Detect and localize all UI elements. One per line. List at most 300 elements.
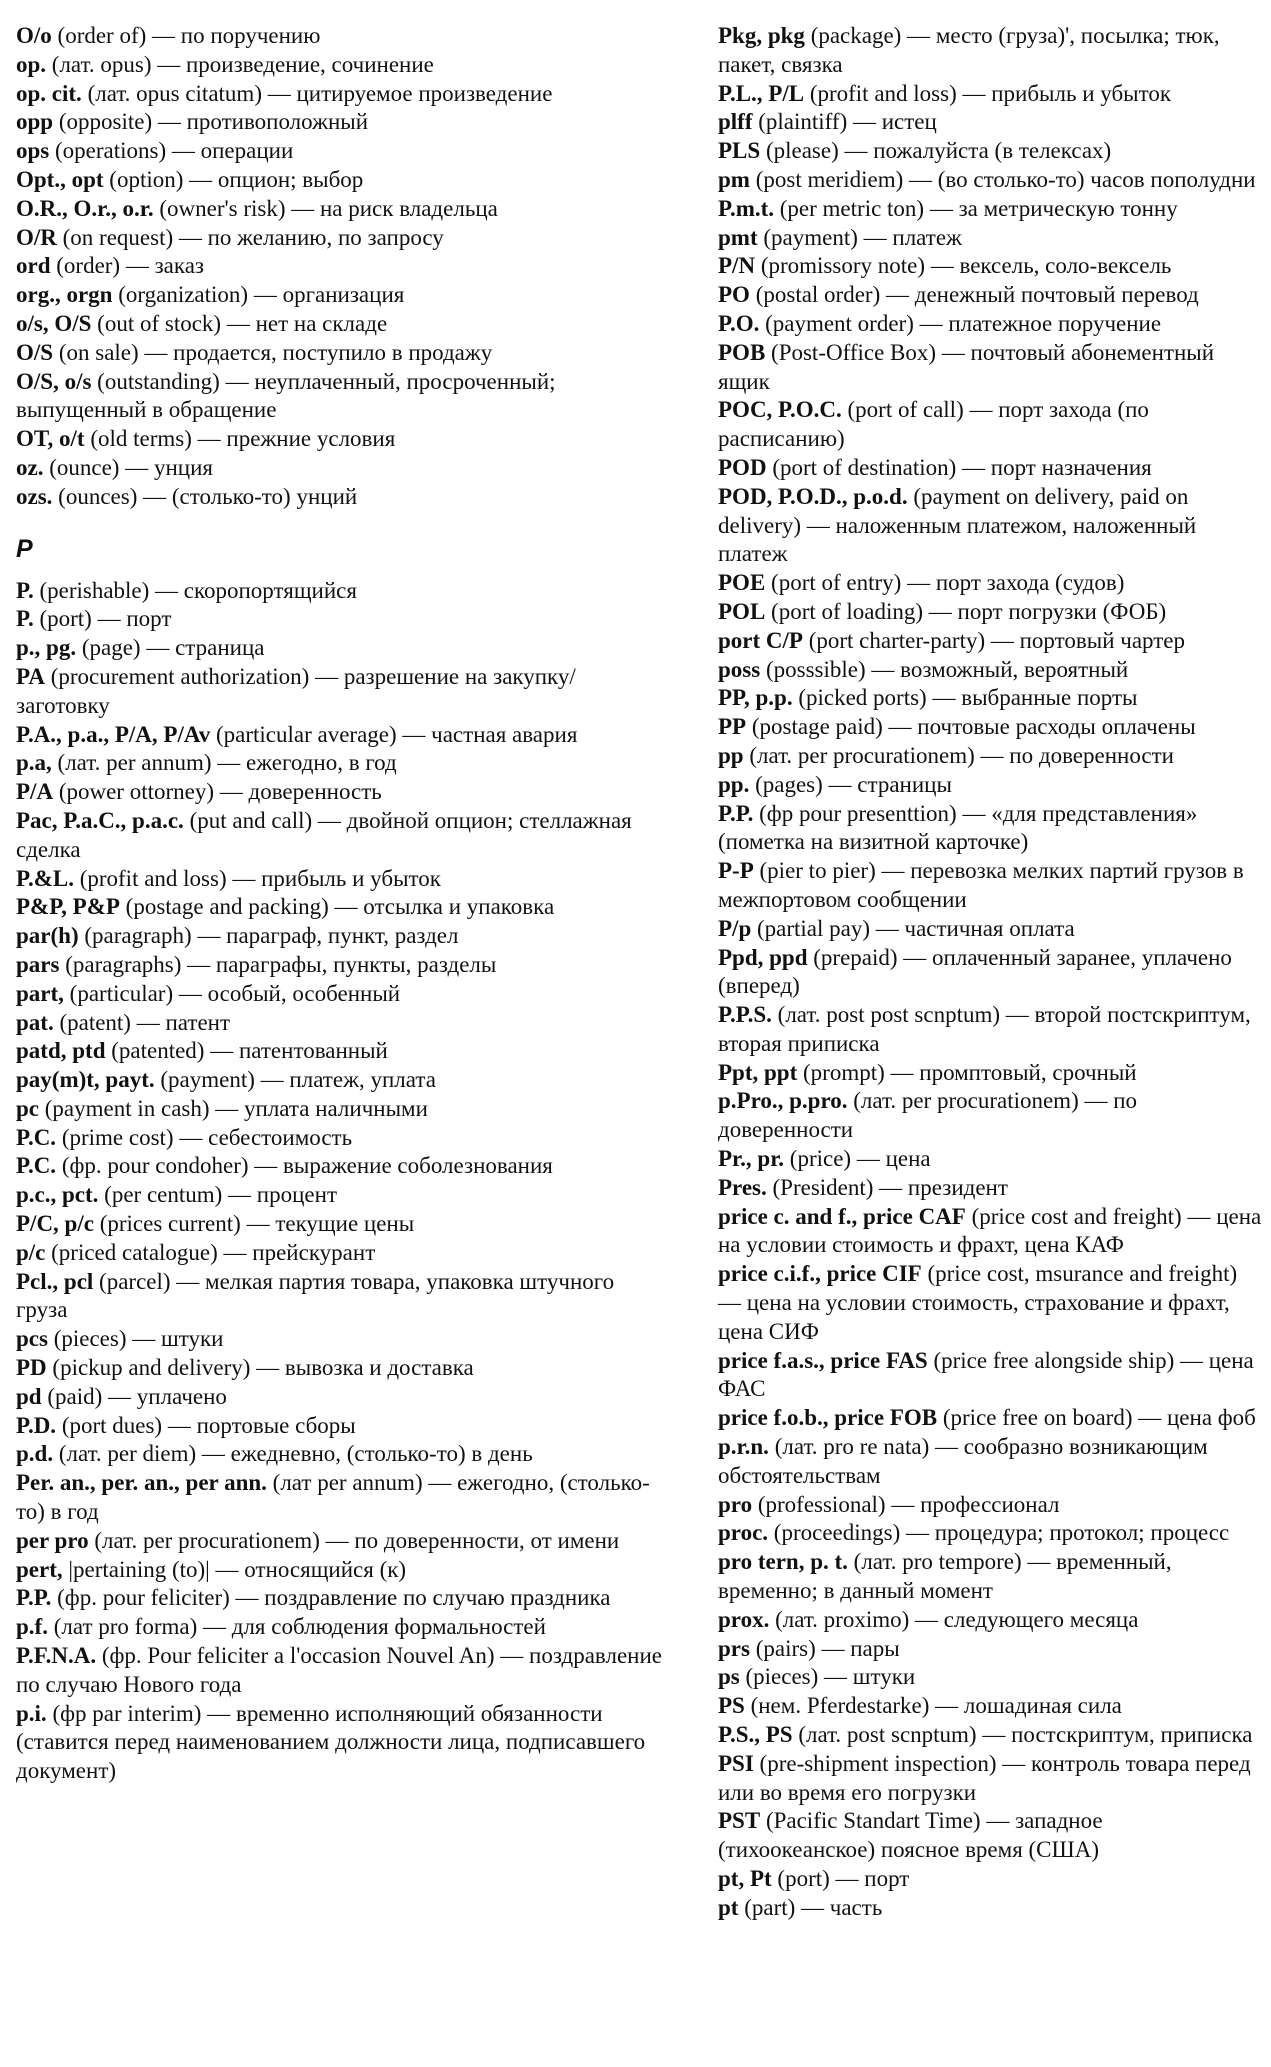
dictionary-entry — [16, 951, 664, 980]
entry-term: oz. — [16, 454, 44, 480]
dictionary-entry — [718, 22, 1263, 80]
entry-term: p.i. — [16, 1700, 47, 1726]
entry-definition: (фр par interim) — временно исполняющий обязанности (ставится перед наименованием должности лица, подписавшего документ) — [16, 1700, 646, 1784]
entry-definition: (port of destination) — порт назначения — [766, 454, 1152, 480]
entry-definition: (opposite) — противоположный — [53, 109, 369, 135]
entry-term: pt, Pt — [718, 1866, 772, 1891]
entry-term: prox. — [718, 1606, 770, 1632]
entry-term: p., pg. — [16, 635, 77, 661]
entry-definition: (profit and loss) — прибыль и убыток — [804, 80, 1172, 106]
entry-definition: (нем. Pferdestarke) — лошадиная сила — [744, 1693, 1122, 1719]
entry-definition: (order of) — по поручению — [51, 23, 321, 48]
dictionary-entry — [16, 865, 664, 894]
dictionary-entry — [16, 634, 664, 663]
entry-definition: (patented) — патентованный — [105, 1038, 388, 1064]
entry-definition: (payment) — платеж — [757, 224, 962, 250]
dictionary-entry — [16, 1383, 664, 1412]
entry-term: pcs — [16, 1326, 48, 1352]
dictionary-entry — [718, 1635, 1263, 1664]
entry-definition: (per centum) — процент — [98, 1182, 337, 1208]
dictionary-entry — [718, 1001, 1263, 1059]
entry-definition: (pier to pier) — перевозка мелких партий грузов в межпортовом сообщении — [718, 858, 1244, 912]
entry-definition: (лат. pro re nata) — сообразно возникающим обстоятельствам — [718, 1434, 1208, 1488]
dictionary-entry — [16, 1037, 664, 1066]
entry-term: price c.i.f., price CIF — [718, 1261, 922, 1287]
entry-term: P.F.N.A. — [16, 1643, 97, 1669]
dictionary-entry — [718, 915, 1263, 944]
dictionary-entry — [16, 224, 664, 253]
entry-definition: (pairs) — пары — [749, 1635, 900, 1661]
entry-term: pay(m)t, payt. — [16, 1067, 155, 1093]
entry-definition: (price cost and freight) — цена на условии стоимость и фрахт, цена КАФ — [718, 1203, 1262, 1258]
entry-term: p.c., pct. — [16, 1182, 99, 1208]
entry-term: P.P. — [718, 800, 754, 826]
entry-term: Per. an., per. an., per ann. — [16, 1470, 267, 1496]
dictionary-entry — [718, 598, 1263, 627]
entry-term: PST — [718, 1808, 761, 1834]
entry-definition: (particular average) — частная авария — [210, 721, 578, 747]
entry-term: price f.o.b., price FOB — [718, 1405, 938, 1431]
entry-definition: (price) — цена — [784, 1146, 931, 1172]
entry-term: price f.a.s., price FAS — [718, 1347, 928, 1373]
entry-definition: (prime cost) — себестоимость — [56, 1124, 353, 1150]
dictionary-entry — [16, 368, 664, 426]
dictionary-entry — [718, 771, 1263, 800]
dictionary-entry — [16, 980, 664, 1009]
entry-term: P. — [16, 606, 34, 632]
entry-term: P.O. — [718, 310, 760, 336]
entry-term: POE — [718, 570, 766, 596]
entry-term: par(h) — [16, 923, 79, 949]
entry-term: PP, p.p. — [718, 685, 793, 711]
entry-definition: (old terms) — прежние условия — [84, 426, 396, 452]
entry-definition: |pertaining (to)| — относящийся (к) — [62, 1556, 407, 1582]
entry-definition: (President) — президент — [766, 1174, 1008, 1200]
entry-term: POB — [718, 339, 766, 365]
entry-definition: (particular) — особый, особенный — [63, 980, 401, 1006]
entry-term: POD, P.O.D., p.o.d. — [718, 483, 908, 509]
entry-definition: (лат. opus) — произведение, сочинение — [46, 51, 434, 77]
entry-definition: (posssible) — возможный, вероятный — [760, 656, 1129, 682]
entry-definition: (out of stock) — нет на складе — [91, 310, 388, 336]
entry-definition: (лат. post scnptum) — постскриптум, приписка — [792, 1722, 1253, 1748]
entry-definition: (лат. pro tempore) — временный, временно; в данный момент — [718, 1549, 1172, 1604]
entry-term: pm — [718, 166, 750, 192]
dictionary-entry — [718, 1519, 1263, 1548]
entry-definition: (patent) — патент — [53, 1009, 231, 1035]
entry-definition: (payment order) — платежное поручение — [759, 310, 1162, 336]
dictionary-entry — [16, 1642, 664, 1700]
dictionary-entry — [718, 1491, 1263, 1520]
dictionary-entry — [718, 1203, 1263, 1261]
dictionary-entry — [16, 454, 664, 483]
entry-term: ord — [16, 253, 51, 279]
dictionary-entry — [718, 483, 1263, 569]
entry-definition: (paragraphs) — параграфы, пункты, разделы — [59, 951, 497, 977]
entry-term: pro — [718, 1491, 753, 1517]
dictionary-entry — [718, 1807, 1263, 1865]
entry-definition: (on request) — по желанию, по запросу — [56, 224, 444, 250]
entry-definition: (power ottorney) — доверенность — [53, 779, 382, 805]
entry-definition: (payment in cash) — уплата наличными — [39, 1095, 428, 1121]
entry-definition: (part) — часть — [738, 1894, 883, 1920]
dictionary-entry — [16, 281, 664, 310]
dictionary-entry — [718, 224, 1263, 253]
entry-term: P.m.t. — [718, 195, 775, 221]
dictionary-entry — [16, 80, 664, 109]
entry-definition: (promissory note) — вексель, соло-вексель — [755, 253, 1172, 279]
dictionary-entry — [718, 166, 1263, 195]
dictionary-entry — [718, 627, 1263, 656]
entry-term: Pkg, pkg — [718, 23, 805, 48]
entry-term: org., orgn — [16, 282, 113, 308]
dictionary-entry — [718, 1548, 1263, 1606]
entry-definition: (postage and packing) — отсылка и упаковка — [119, 894, 555, 920]
entry-term: pars — [16, 951, 60, 977]
entry-definition: (лат. per procurationem) — по доверенности, от имени — [88, 1527, 620, 1553]
entry-term: p.f. — [16, 1614, 48, 1640]
entries-o-section — [16, 22, 664, 512]
right-column — [718, 22, 1263, 1923]
dictionary-entry — [16, 483, 664, 512]
entry-definition: (port of entry) — порт захода (судов) — [765, 570, 1125, 596]
dictionary-entry — [16, 663, 664, 721]
entry-definition: (partial pay) — частичная оплата — [751, 915, 1075, 941]
dictionary-entry — [718, 137, 1263, 166]
entry-term: per pro — [16, 1527, 89, 1553]
entry-term: PLS — [718, 138, 761, 164]
dictionary-entry — [16, 195, 664, 224]
dictionary-entry — [718, 1059, 1263, 1088]
entry-term: POC, P.O.C. — [718, 397, 842, 423]
section-heading-p: P — [16, 534, 33, 563]
entry-definition: (procurement authorization) — разрешение на закупку/заготовку — [16, 663, 576, 718]
entry-term: P.&L. — [16, 865, 74, 891]
entry-definition: (order) — заказ — [50, 253, 205, 279]
dictionary-entry — [718, 1865, 1263, 1894]
dictionary-entry — [16, 922, 664, 951]
entry-definition: (фр pour presenttion) — «для представления» (пометка на визитной карточке) — [718, 800, 1198, 855]
dictionary-entry — [16, 577, 664, 606]
entry-definition: (лат. per procurationem) — по доверенности — [718, 1088, 1138, 1143]
entry-definition: (pickup and delivery) — вывозка и доставка — [46, 1355, 474, 1381]
entry-definition: (Post-Office Box) — почтовый абонементный ящик — [718, 339, 1215, 394]
dictionary-entry — [16, 1181, 664, 1210]
dictionary-entry — [718, 339, 1263, 397]
entry-definition: (pieces) — штуки — [739, 1664, 916, 1690]
entry-term: p.a, — [16, 750, 52, 776]
entry-definition: (price cost, msurance and freight) — цена на условии стоимость, страхование и фрахт, цена СИФ — [718, 1261, 1238, 1344]
entry-term: P.D. — [16, 1412, 57, 1438]
entry-term: ops — [16, 138, 50, 164]
entry-term: prs — [718, 1635, 750, 1661]
dictionary-entry — [16, 108, 664, 137]
dictionary-entry — [718, 1087, 1263, 1145]
dictionary-entry — [16, 778, 664, 807]
entry-definition: (prompt) — промптовый, срочный — [797, 1059, 1137, 1085]
entry-definition: (port) — порт — [33, 606, 172, 632]
entries-p-continued — [718, 22, 1263, 1923]
entry-definition: (package) — место (груза)', посылка; тюк, пакет, связка — [718, 23, 1220, 77]
dictionary-entry — [16, 339, 664, 368]
dictionary-entry — [16, 310, 664, 339]
entry-term: pert, — [16, 1556, 63, 1582]
entry-definition: (on sale) — продается, поступило в продажу — [53, 339, 493, 365]
entry-term: O.R., O.r., o.r. — [16, 195, 154, 221]
entry-definition: (фр. pour condoher) — выражение соболезнования — [56, 1153, 553, 1179]
entry-term: plff — [718, 109, 753, 135]
dictionary-entry — [718, 1606, 1263, 1635]
entry-definition: (prepaid) — оплаченный заранее, уплачено (вперед) — [718, 944, 1232, 999]
entry-term: p/c — [16, 1239, 46, 1265]
entry-definition: (price free on board) — цена фоб — [937, 1405, 1256, 1431]
dictionary-entry — [16, 1556, 664, 1585]
entry-term: op. — [16, 51, 47, 77]
entry-term: pp. — [718, 771, 750, 797]
entry-definition: (pieces) — штуки — [47, 1326, 224, 1352]
entry-definition: (paid) — уплачено — [41, 1383, 227, 1409]
entry-term: pc — [16, 1095, 39, 1121]
entry-definition: (лат. proximo) — следующего месяца — [769, 1606, 1139, 1632]
entry-term: Pac, P.a.C., p.a.c. — [16, 807, 184, 833]
entry-definition: (лат. post post scnptum) — второй постскриптум, вторая приписка — [718, 1002, 1251, 1056]
dictionary-entry — [16, 22, 664, 51]
entry-term: p.Pro., p.pro. — [718, 1088, 848, 1114]
entry-term: ozs. — [16, 483, 53, 509]
dictionary-entry — [718, 713, 1263, 742]
entry-term: Opt., opt — [16, 166, 104, 192]
dictionary-entry — [718, 1894, 1263, 1923]
entry-definition: (лат per annum) — ежегодно, (столько-то) в год — [16, 1470, 650, 1525]
entry-definition: (port) — порт — [771, 1866, 910, 1891]
entry-definition: (profit and loss) — прибыль и убыток — [73, 865, 441, 891]
dictionary-entry — [16, 51, 664, 80]
entry-term: PD — [16, 1355, 47, 1381]
dictionary-entry — [16, 1700, 664, 1786]
entry-definition: (organization) — организация — [112, 282, 405, 308]
dictionary-entry — [16, 1613, 664, 1642]
entry-definition: (perishable) — скоропортящийся — [33, 577, 357, 603]
dictionary-entry — [718, 454, 1263, 483]
dictionary-entry — [16, 425, 664, 454]
dictionary-entry — [16, 1152, 664, 1181]
entry-definition: (per metric ton) — за метрическую тонну — [774, 195, 1178, 221]
entry-term: O/S, o/s — [16, 368, 92, 394]
dictionary-entry — [16, 166, 664, 195]
entry-term: poss — [718, 656, 761, 682]
entry-definition: (payment on delivery, paid on delivery) — наложенным платежом, наложенный платеж — [718, 483, 1197, 567]
entry-term: proc. — [718, 1520, 769, 1546]
entry-term: Pcl., pcl — [16, 1268, 94, 1294]
dictionary-entry — [718, 310, 1263, 339]
dictionary-entry — [718, 1433, 1263, 1491]
entry-term: pt — [718, 1894, 739, 1920]
entry-definition: (postage paid) — почтовые расходы оплачены — [746, 714, 1196, 740]
entry-term: P. — [16, 577, 34, 603]
dictionary-entry — [16, 1239, 664, 1268]
dictionary-entry — [718, 656, 1263, 685]
dictionary-entry — [16, 1009, 664, 1038]
dictionary-entry — [16, 1354, 664, 1383]
dictionary-entry — [718, 1721, 1263, 1750]
entry-definition: (postal order) — денежный почтовый перевод — [749, 282, 1199, 308]
dictionary-entry — [718, 1174, 1263, 1203]
entry-definition: (port of call) — порт захода (по расписанию) — [718, 397, 1149, 452]
entry-term: p.d. — [16, 1441, 54, 1467]
entry-term: POD — [718, 454, 767, 480]
dictionary-entry — [16, 1095, 664, 1124]
entry-term: P.A., p.a., P/A, P/Av — [16, 721, 211, 747]
dictionary-entry — [16, 605, 664, 634]
entry-term: Ppd, ppd — [718, 944, 808, 970]
entry-term: patd, ptd — [16, 1038, 106, 1064]
dictionary-entry — [718, 252, 1263, 281]
entries-p-section — [16, 577, 664, 1786]
entry-definition: (лат. per annum) — ежегодно, в год — [51, 750, 397, 776]
entry-term: P-P — [718, 858, 754, 884]
entry-term: part, — [16, 980, 64, 1006]
entry-definition: (лат. per procurationem) — по доверенности — [743, 742, 1174, 768]
entry-term: PO — [718, 282, 750, 308]
entry-definition: (parcel) — мелкая партия товара, упаковка штучного груза — [16, 1268, 615, 1323]
dictionary-entry — [16, 721, 664, 750]
entry-definition: (лат. opus citatum) — цитируемое произведение — [81, 80, 553, 106]
entry-term: P/C, p/c — [16, 1211, 94, 1237]
dictionary-entry — [16, 1268, 664, 1326]
entry-term: Pr., pr. — [718, 1146, 785, 1172]
dictionary-entry — [718, 1750, 1263, 1808]
entry-definition: (port charter-party) — портовый чартер — [802, 627, 1185, 653]
entry-term: pmt — [718, 224, 758, 250]
entry-term: P.P.S. — [718, 1002, 772, 1028]
dictionary-entry — [718, 1347, 1263, 1405]
entry-term: POL — [718, 598, 766, 624]
entry-term: pd — [16, 1383, 42, 1409]
dictionary-entry — [16, 1584, 664, 1613]
entry-term: PSI — [718, 1750, 754, 1776]
entry-definition: (proceedings) — процедура; протокол; процесс — [768, 1520, 1230, 1546]
dictionary-entry — [16, 137, 664, 166]
entry-definition: (payment) — платеж, уплата — [154, 1067, 436, 1093]
entry-definition: (option) — опцион; выбор — [103, 166, 364, 192]
entry-term: pp — [718, 742, 744, 768]
entry-term: pat. — [16, 1009, 54, 1035]
dictionary-entry — [718, 80, 1263, 109]
dictionary-entry — [718, 800, 1263, 858]
entry-term: PA — [16, 663, 45, 689]
entry-term: pro tern, p. t. — [718, 1549, 848, 1575]
dictionary-entry — [718, 1260, 1263, 1346]
dictionary-entry — [16, 1124, 664, 1153]
entry-term: O/R — [16, 224, 57, 250]
entry-definition: (Pacific Standart Time) — западное (тихоокеанское) поясное время (США) — [718, 1808, 1103, 1863]
entry-definition: (professional) — профессионал — [752, 1491, 1060, 1517]
entry-term: opp — [16, 109, 54, 135]
dictionary-entry — [718, 1692, 1263, 1721]
dictionary-entry — [16, 1066, 664, 1095]
dictionary-entry — [16, 252, 664, 281]
dictionary-entry — [718, 684, 1263, 713]
entry-definition: (фр. Pour feliciter a l'occasion Nouvel An) — поздравление по случаю Нового года — [16, 1643, 663, 1697]
dictionary-entry — [718, 195, 1263, 224]
entry-term: OT, o/t — [16, 426, 85, 452]
entry-definition: (put and call) — двойной опцион; стеллажная сделка — [16, 807, 632, 862]
entry-definition: (лат pro forma) — для соблюдения формальностей — [47, 1614, 546, 1640]
dictionary-entry — [718, 742, 1263, 771]
entry-definition: (pages) — страницы — [749, 771, 952, 797]
entry-term: P&P, P&P — [16, 894, 120, 920]
dictionary-entry — [16, 1527, 664, 1556]
left-column — [16, 22, 664, 1786]
entry-definition: (port dues) — портовые сборы — [56, 1412, 356, 1438]
entry-term: Ppt, ppt — [718, 1059, 798, 1085]
entry-definition: (priced catalogue) — прейскурант — [45, 1239, 376, 1265]
dictionary-entry — [718, 396, 1263, 454]
dictionary-entry — [718, 281, 1263, 310]
entry-term: op. cit. — [16, 80, 82, 106]
dictionary-entry — [718, 944, 1263, 1002]
dictionary-entry — [16, 1440, 664, 1469]
entry-definition: (price free alongside ship) — цена ФАС — [718, 1347, 1254, 1402]
entry-definition: (operations) — операции — [49, 138, 294, 164]
entry-definition: (ounces) — (столько-то) унций — [52, 483, 358, 509]
entry-term: P.P. — [16, 1585, 52, 1611]
entry-definition: (ounce) — унция — [43, 454, 213, 480]
entry-term: p.r.n. — [718, 1434, 769, 1460]
entry-term: PP — [718, 714, 747, 740]
entry-definition: (pre-shipment inspection) — контроль товара перед или во время его погрузки — [718, 1750, 1251, 1805]
dictionary-entry — [718, 569, 1263, 598]
entry-term: Pres. — [718, 1174, 767, 1200]
entry-term: P.S., PS — [718, 1722, 793, 1748]
dictionary-entry — [16, 1210, 664, 1239]
entry-term: o/s, O/S — [16, 310, 92, 336]
dictionary-entry — [718, 1145, 1263, 1174]
entry-term: ps — [718, 1664, 740, 1690]
entry-term: P/p — [718, 915, 752, 941]
entry-term: O/S — [16, 339, 54, 365]
entry-definition: (outstanding) — неуплаченный, просроченный; выпущенный в обращение — [16, 368, 556, 423]
entry-definition: (prices current) — текущие цены — [93, 1211, 415, 1237]
entry-definition: (post meridiem) — (во столько-то) часов пополудни — [749, 166, 1256, 192]
entry-definition: (picked ports) — выбранные порты — [792, 685, 1138, 711]
entry-definition: (please) — пожалуйста (в телексах) — [760, 138, 1112, 164]
entry-term: P/N — [718, 253, 756, 279]
entry-definition: (plaintiff) — истец — [752, 109, 937, 135]
entry-definition: (фр. pour feliciter) — поздравление по случаю праздника — [51, 1585, 611, 1611]
entry-definition: (port of loading) — порт погрузки (ФОБ) — [765, 598, 1167, 624]
dictionary-entry — [16, 1469, 664, 1527]
dictionary-entry — [16, 1412, 664, 1441]
entry-term: P/A — [16, 779, 54, 805]
dictionary-entry — [718, 1663, 1263, 1692]
entry-definition: (owner's risk) — на риск владельца — [153, 195, 498, 221]
entry-term: PS — [718, 1693, 745, 1719]
dictionary-entry — [16, 893, 664, 922]
entry-definition: (лат. per diem) — ежедневно, (столько-то) в день — [53, 1441, 533, 1467]
dictionary-entry — [718, 108, 1263, 137]
entry-term: O/o — [16, 23, 52, 48]
entry-term: P.C. — [16, 1153, 57, 1179]
entry-term: P.L., P/L — [718, 80, 805, 106]
entry-term: price c. and f., price CAF — [718, 1203, 966, 1229]
dictionary-entry — [718, 1404, 1263, 1433]
dictionary-entry — [718, 857, 1263, 915]
entry-term: port C/P — [718, 627, 803, 653]
dictionary-entry — [16, 807, 664, 865]
entry-definition: (paragraph) — параграф, пункт, раздел — [78, 923, 459, 949]
entry-definition: (page) — страница — [76, 635, 265, 661]
